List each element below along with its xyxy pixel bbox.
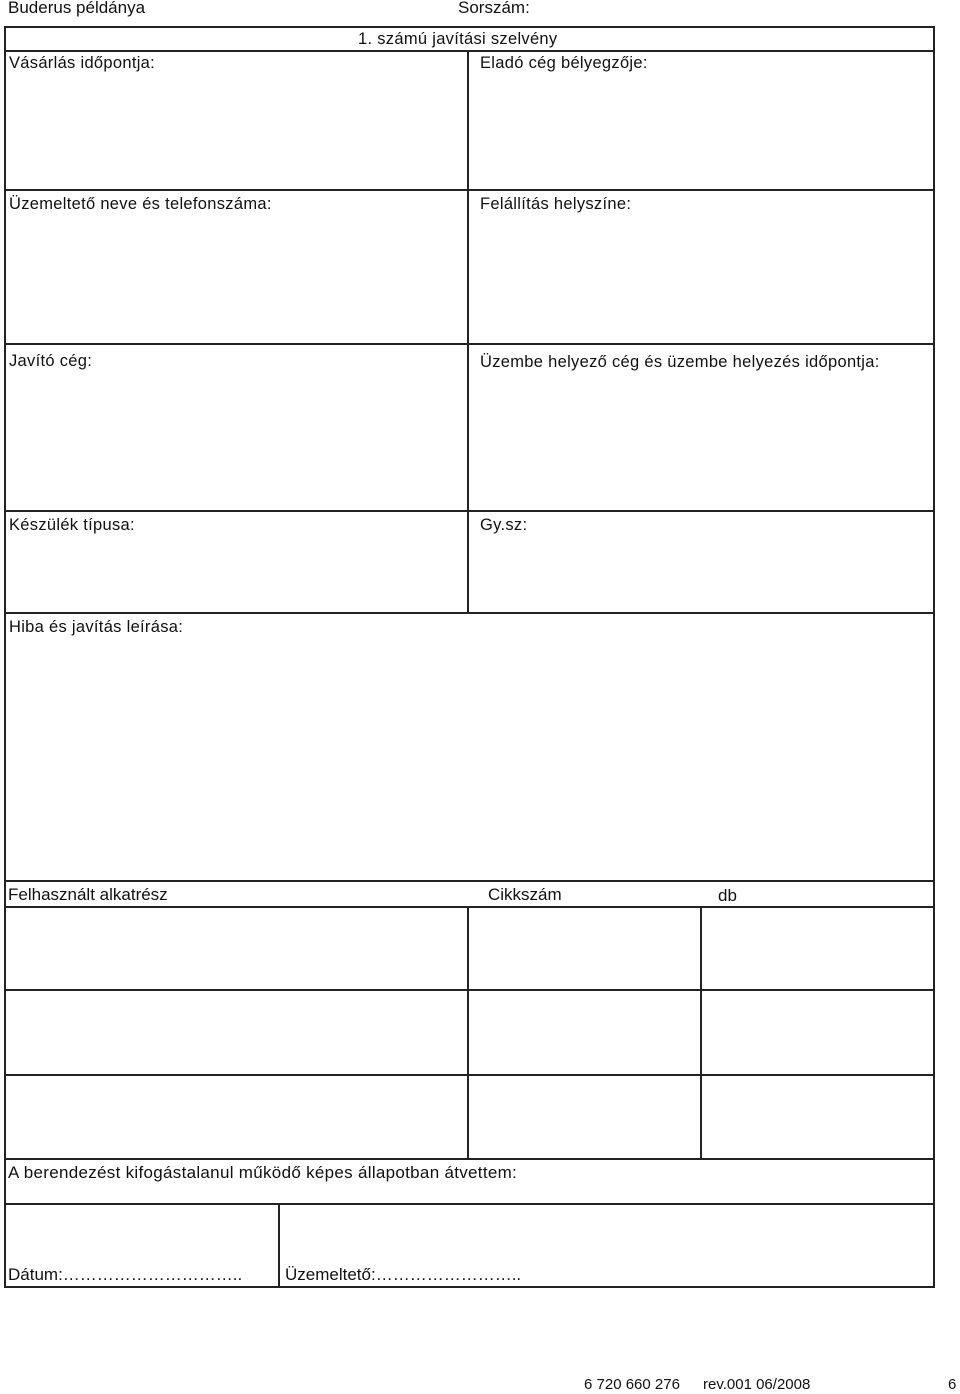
operator-signature-label: Üzemeltető:……………………..	[285, 1265, 522, 1284]
divider	[4, 880, 935, 882]
form-title: 1. számú javítási szelvény	[358, 30, 558, 48]
divider	[4, 510, 935, 512]
divider	[4, 50, 935, 52]
repair-company-label: Javító cég:	[9, 352, 93, 370]
page-number: 6	[948, 1376, 957, 1393]
installation-site-label: Felállítás helyszíne:	[480, 195, 632, 213]
date-label: Dátum:…………………………..	[8, 1265, 243, 1284]
acceptance-statement: A berendezést kifogástalanul működő képes állapotban átvettem:	[8, 1163, 518, 1182]
device-type-label: Készülék típusa:	[9, 516, 135, 534]
column-divider	[278, 1203, 280, 1287]
serial-number-label: Sorszám:	[458, 0, 530, 17]
divider	[4, 343, 935, 345]
top-border	[4, 26, 935, 28]
column-divider	[467, 906, 469, 1159]
bottom-border	[4, 1286, 935, 1288]
fault-description-label: Hiba és javítás leírása:	[9, 618, 184, 636]
purchase-date-label: Vásárlás időpontja:	[9, 54, 156, 72]
copy-label: Buderus példánya	[8, 0, 146, 17]
divider	[4, 189, 935, 191]
serial-number-field-label: Gy.sz:	[480, 516, 528, 534]
column-divider	[467, 50, 469, 613]
column-divider	[700, 906, 702, 1159]
revision-label: rev.001 06/2008	[703, 1376, 811, 1393]
parts-column-header: Felhasznált alkatrész	[8, 885, 168, 904]
divider	[4, 612, 935, 614]
operator-name-phone-label: Üzemeltető neve és telefonszáma:	[9, 195, 272, 213]
document-number: 6 720 660 276	[584, 1376, 680, 1393]
article-number-column-header: Cikkszám	[488, 885, 562, 904]
quantity-column-header: db	[718, 886, 737, 905]
divider	[4, 906, 935, 908]
left-border	[4, 26, 6, 1288]
divider	[4, 1158, 935, 1160]
commissioning-label: Üzembe helyező cég és üzembe helyezés időpontja:	[480, 353, 880, 371]
divider	[4, 1074, 935, 1076]
divider	[4, 989, 935, 991]
divider	[4, 1203, 935, 1205]
right-border	[933, 26, 935, 1288]
seller-stamp-label: Eladó cég bélyegzője:	[480, 54, 648, 72]
